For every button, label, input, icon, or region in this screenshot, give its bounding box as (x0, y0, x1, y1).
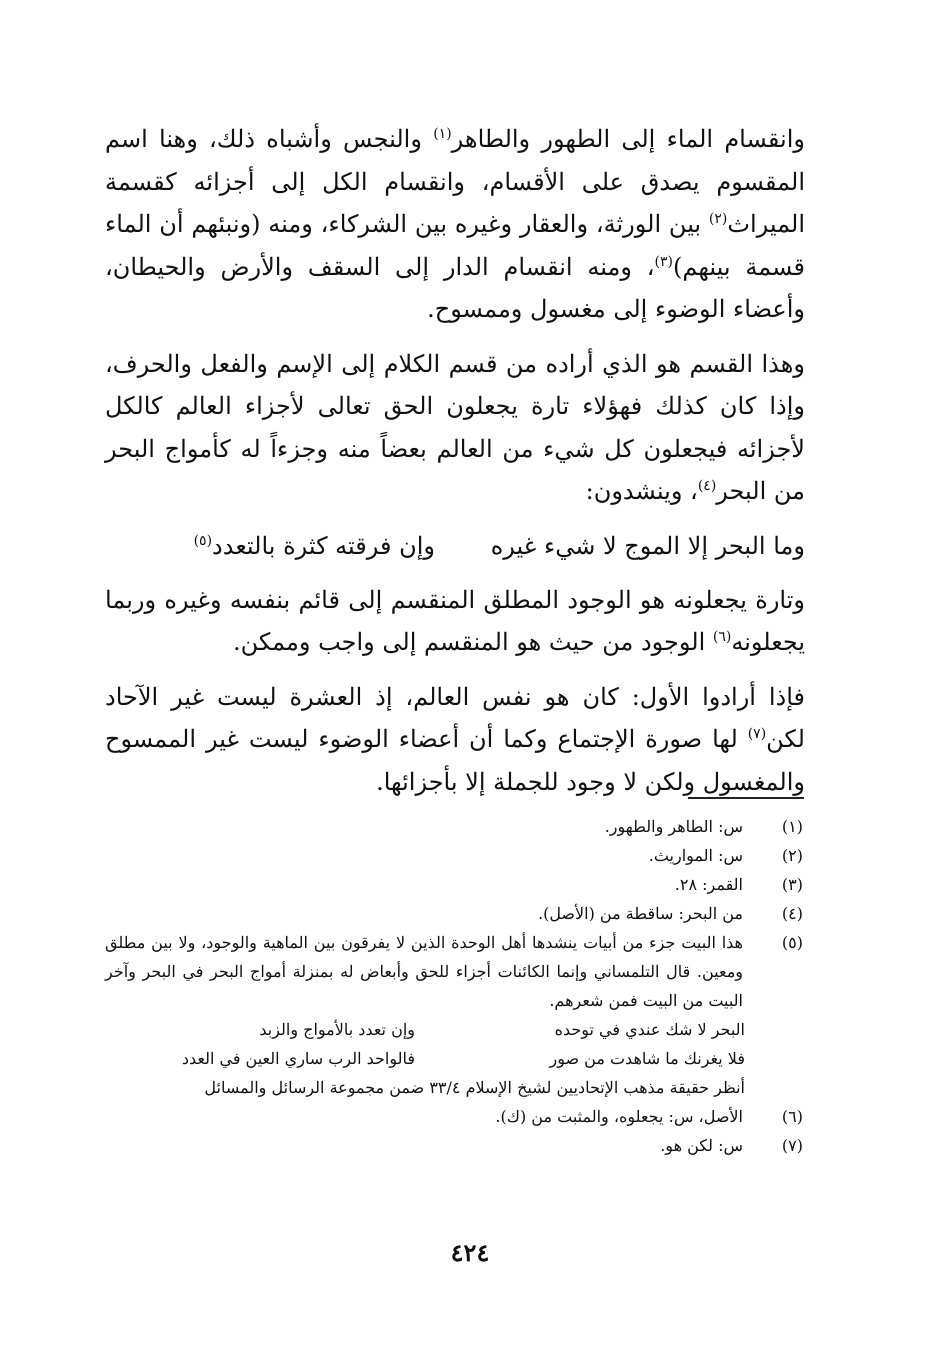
footnote-text: س: المواريث. (648, 846, 743, 865)
footnote-ref-7: (٧) (747, 726, 767, 742)
verse-first-hemistich: البحر لا شك عندي في توحده (554, 1020, 745, 1039)
footnote-text: الأصل، س: يجعلوه، والمثبت من (ك). (495, 1107, 743, 1126)
p1-text-a: وانقسام الماء إلى الطهور والطاهر (451, 125, 805, 153)
footnote-number: (١) (781, 817, 803, 836)
footnote-2 (105, 841, 805, 870)
footnote-ref-6: (٦) (712, 629, 732, 645)
footnote-5-verse-2 (105, 1044, 805, 1073)
footnote-5-reference: أنظر حقيقة مذهب الإتحاديين لشيخ الإسلام ٣٣/٤ ضمن مجموعة الرسائل والمسائل (204, 1078, 745, 1097)
verse-second-hemistich: وإن تعدد بالأمواج والزبد (259, 1020, 415, 1039)
footnote-5-verse-1 (105, 1015, 805, 1044)
footnote-number: (٤) (781, 904, 803, 923)
paragraph-4 (105, 676, 805, 804)
footnote-text: القمر: ٢٨. (674, 875, 743, 894)
footnote-ref-3: (٣) (654, 253, 673, 270)
footnote-ref-2: (٢) (708, 211, 728, 227)
footnote-7 (105, 1131, 805, 1160)
p2-text-a: وهذا القسم هو الذي أراده من قسم الكلام إلى الإسم والفعل والحرف، وإذا كان كذلك فهؤلاء تارة يجعلون الحق تعالى لأجزاء العالم كالكل لأجزائه فيجعلون كل شيء من العالم بعضاً منه وجزءاً له كأمواج البحر من البحر (105, 349, 805, 505)
page-number: ٤٢٤ (450, 1238, 490, 1267)
footnote-3 (105, 870, 805, 899)
footnote-number: (٧) (781, 1136, 803, 1155)
footnote-number: (٣) (781, 875, 803, 894)
verse-second-hemistich: فالواحد الرب ساري العين في العدد (181, 1049, 415, 1068)
footnote-divider (688, 797, 804, 799)
p1-text-c: بين الورثة، والعقار وغيره بين الشركاء، ومنه (ونبئهم أن الماء قسمة بينهم) (105, 210, 805, 281)
verse-line (105, 525, 805, 567)
p2-text-b: ، وينشدون: (585, 477, 698, 505)
p3-text-a: وتارة يجعلونه هو الوجود المطلق المنقسم إلى قائم بنفسه وغيره وربما يجعلونه (105, 585, 805, 656)
p1-text-d: ، ومنه انقسام الدار إلى السقف والأرض والحيطان، وأعضاء الوضوء إلى مغسول وممسوح. (105, 252, 805, 323)
paragraph-3 (105, 579, 805, 664)
footnote-text: هذا البيت جزء من أبيات ينشدها أهل الوحدة الذين لا يفرقون بين الماهية والوجود، ولا بين مطلق ومعين. قال التلمساني وإنما الكائنات أجزاء للحق وأبعاض له بمنزلة أمواج البحر في البحر وآخر البيت من البيت فمن شعرهم. (105, 933, 743, 1010)
verse-first-hemistich: فلا يغرنك ما شاهدت من صور (549, 1049, 745, 1068)
verse-second-hemistich (105, 525, 455, 567)
footnote-number: (٦) (781, 1107, 803, 1126)
paragraph-2 (105, 343, 805, 513)
footnote-text: من البحر: ساقطة من (الأصل). (537, 904, 743, 923)
p4-text-b: لها صورة الإجتماع وكما أن أعضاء الوضوء ليست غير الممسوح والمغسول ولكن لا وجود للجملة إلا بأجزائها. (105, 725, 805, 796)
footnote-number: (٥) (781, 933, 803, 952)
footnote-ref-1: (١) (433, 126, 452, 142)
footnote-5 (105, 928, 805, 1015)
footnote-ref-4: (٤) (697, 478, 717, 494)
p4-text-a: فإذا أرادوا الأول: كان هو نفس العالم، إذ العشرة ليست غير الآحاد لكن (105, 682, 805, 753)
footnote-6 (105, 1102, 805, 1131)
footnote-text: س: الطاهر والطهور. (604, 817, 743, 836)
main-text (105, 118, 805, 803)
footnote-1 (105, 812, 805, 841)
footnote-number: (٢) (781, 846, 803, 865)
footnote-ref-5: (٥) (193, 532, 213, 549)
footnote-4 (105, 899, 805, 928)
footnote-text: س: لكن هو. (660, 1136, 743, 1155)
verse-second-text: وإن فرقته كثرة بالتعدد (212, 531, 435, 560)
p1-text-b: والنجس وأشباه ذلك، وهنا اسم المقسوم يصدق على الأقسام، وانقسام الكل إلى أجزائه كقسمة الميراث (105, 125, 805, 238)
footnotes (105, 812, 805, 1160)
paragraph-1 (105, 118, 805, 331)
verse-first-hemistich: وما البحر إلا الموج لا شيء غيره (490, 531, 805, 560)
p3-text-b: الوجود من حيث هو المنقسم إلى واجب وممكن. (232, 628, 713, 656)
